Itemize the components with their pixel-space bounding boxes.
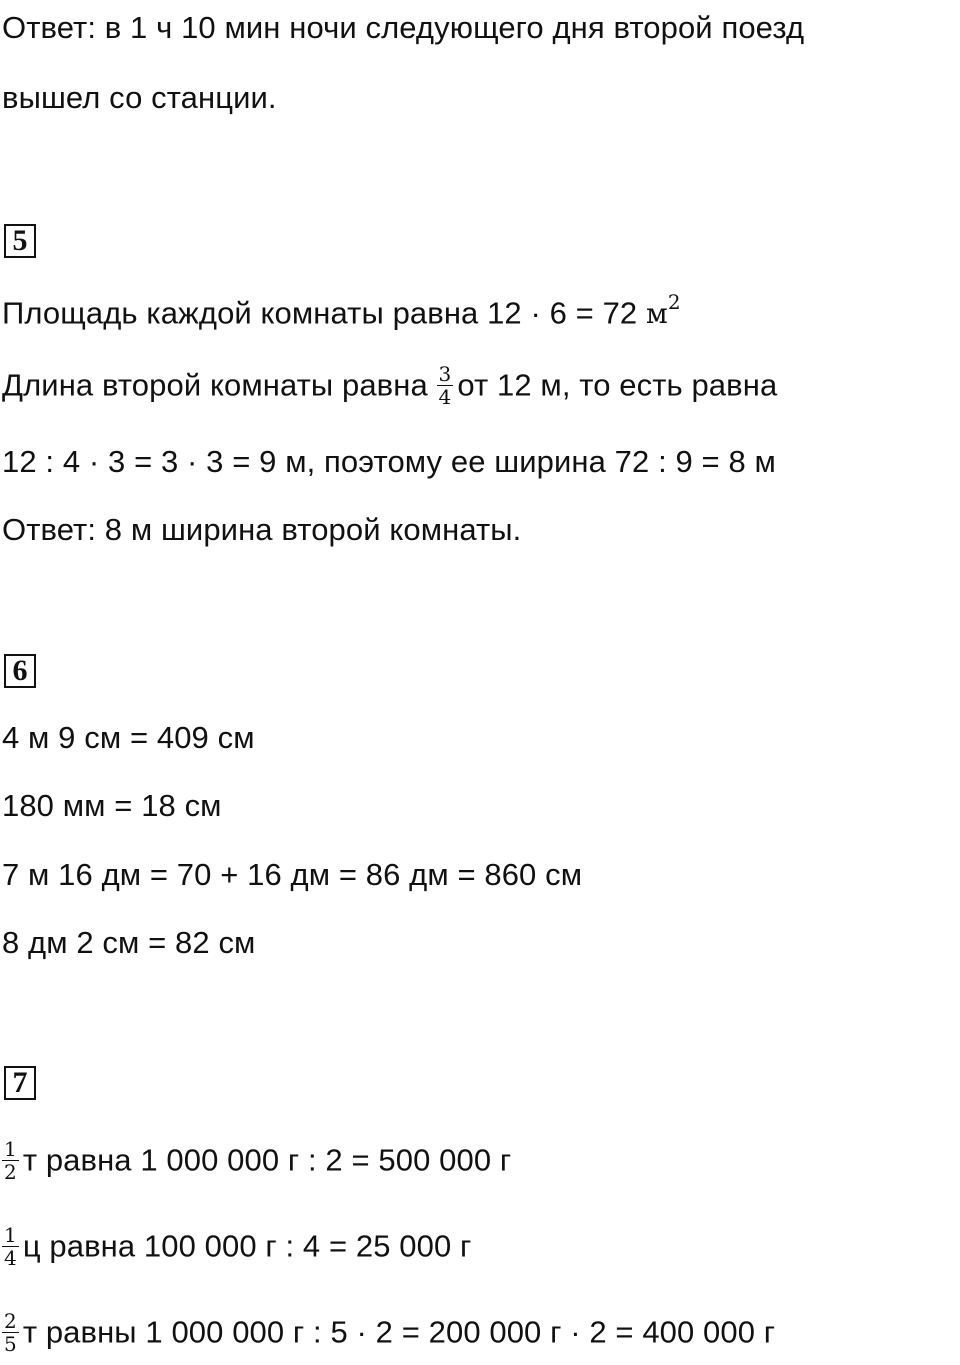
task6-line-4: 8 дм 2 см = 82 см [2,925,256,960]
task5-line-1-text: Площадь каждой комнаты равна 12 · 6 = 72 [2,295,646,331]
task5-line-2-pre: Длина второй комнаты равна [2,367,437,403]
task7-row-3 [2,1309,776,1357]
task7-row-2-text: ц равна 100 000 г : 4 = 25 000 г [22,1228,472,1264]
task-number-5: 5 [4,224,36,258]
task5-line-1 [2,286,681,334]
task6-line-1: 4 м 9 см = 409 см [2,720,255,755]
task5-line-3: 12 : 4 · 3 = 3 · 3 = 9 м, поэтому ее ширина 72 : 9 = 8 м [2,444,776,479]
fraction-three-quarters: $\frac{3}{4}$ [438,362,452,409]
task-number-6: 6 [4,654,36,688]
task5-answer: Ответ: 8 м ширина второй комнаты. [2,512,522,547]
task7-row-3-text: т равны 1 000 000 г : 5 · 2 = 200 000 г · 2 = 400 000 г [22,1314,776,1350]
task-number-7: 7 [4,1066,36,1100]
task5-area-unit: $м^2$ [646,290,681,331]
fraction-one-quarter: $\frac{1}{4}$ [4,1223,17,1270]
task6-line-3: 7 м 16 дм = 70 + 16 дм = 86 дм = 860 см [2,857,583,892]
answer-line-2: вышел со станции. [2,80,277,115]
task5-line-2-post: от 12 м, то есть равна [457,367,778,403]
fraction-two-fifths: $\frac{2}{5}$ [4,1309,17,1356]
task5-line-2 [2,362,778,410]
answer-line-1: Ответ: в 1 ч 10 мин ночи следующего дня второй поезд [2,10,805,45]
task7-row-1-text: т равна 1 000 000 г : 2 = 500 000 г [22,1142,512,1178]
task7-row-2 [2,1223,472,1271]
task6-line-2: 180 мм = 18 см [2,788,222,823]
fraction-one-half: $\frac{1}{2}$ [4,1137,17,1184]
task7-row-1 [2,1137,512,1185]
